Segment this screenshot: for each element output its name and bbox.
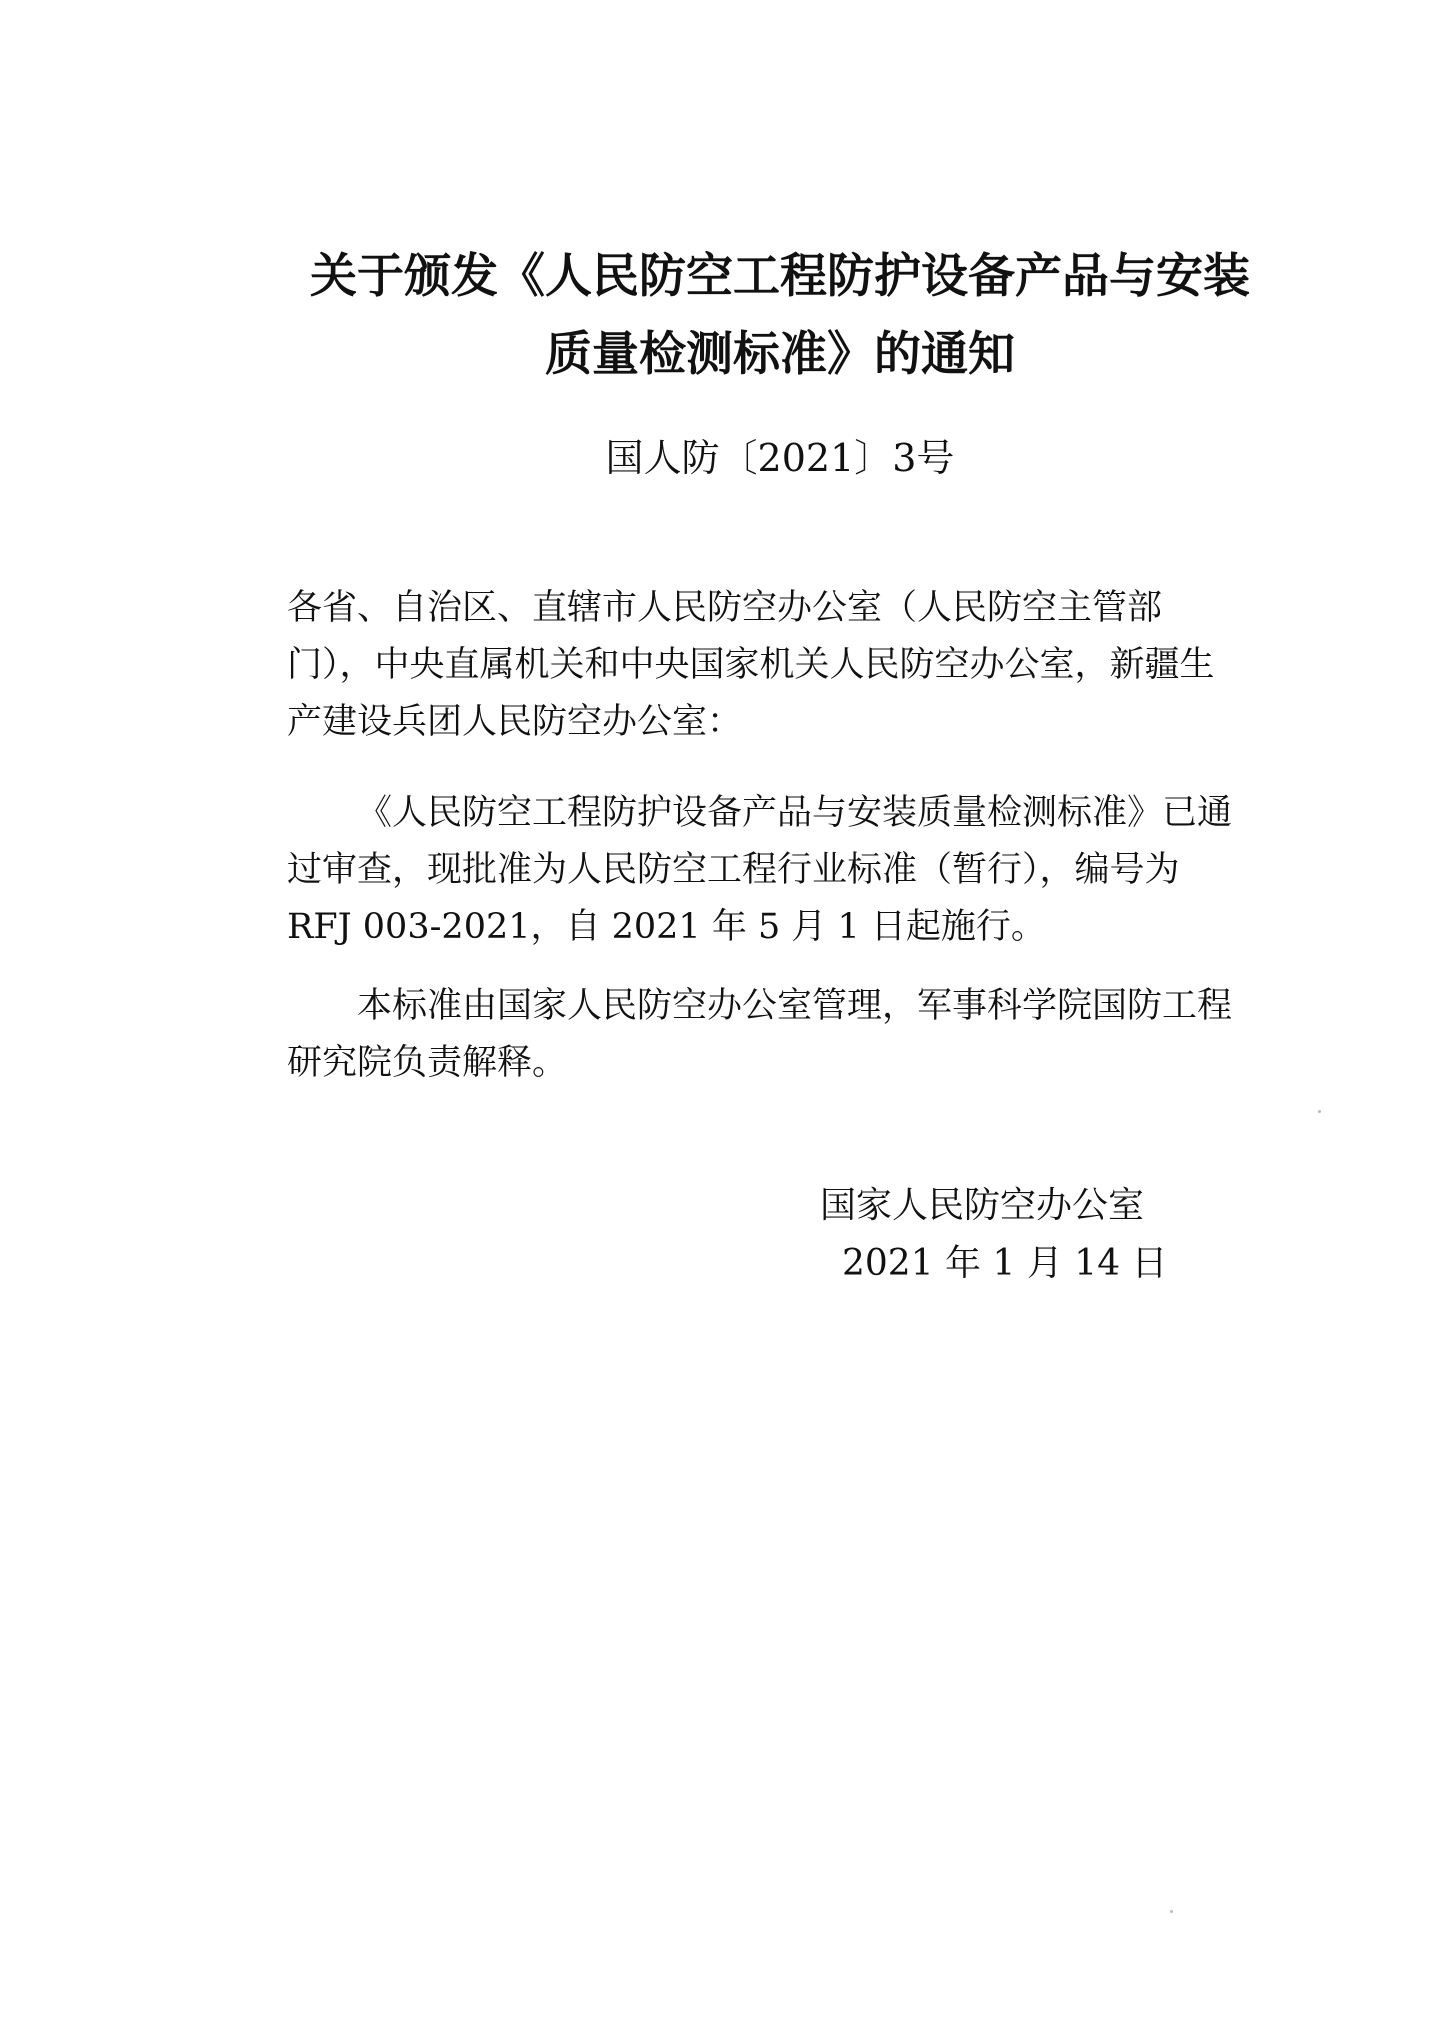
scan-speck bbox=[1170, 1910, 1173, 1913]
signature-issuer: 国家人民防空办公室 bbox=[820, 1185, 1145, 1226]
recipients-line-2: 门），中央直属机关和中央国家机关人民防空办公室，新疆生 bbox=[287, 645, 1215, 685]
signature-block bbox=[820, 1177, 1220, 1293]
scan-speck bbox=[1318, 1110, 1321, 1113]
signature-date: 2021 年 1 月 14 日 bbox=[842, 1243, 1168, 1284]
approval-line-1: 《人民防空工程防护设备产品与安装质量检测标准》已通 bbox=[357, 793, 1233, 833]
title-line-1: 关于颁发《人民防空工程防护设备产品与安装 bbox=[310, 249, 1250, 304]
title-line-2: 质量检测标准》的通知 bbox=[545, 327, 1015, 382]
approval-line-3: RFJ 003-2021，自 2021 年 5 月 1 日起施行。 bbox=[287, 907, 1046, 947]
approval-line-2: 过审查，现批准为人民防空工程行业标准（暂行），编号为 bbox=[287, 850, 1180, 890]
document-number: 国人防〔2021〕3号 bbox=[605, 436, 955, 480]
document-title bbox=[260, 238, 1300, 394]
management-line-1: 本标准由国家人民防空办公室管理，军事科学院国防工程 bbox=[357, 986, 1233, 1026]
recipients-line-1: 各省、自治区、直辖市人民防空办公室（人民防空主管部 bbox=[287, 588, 1163, 628]
approval-paragraph bbox=[287, 785, 1287, 956]
management-paragraph bbox=[287, 978, 1287, 1092]
management-line-2: 研究院负责解释。 bbox=[287, 1043, 568, 1083]
recipients-line-3: 产建设兵团人民防空办公室： bbox=[287, 702, 743, 742]
recipients-paragraph bbox=[287, 580, 1287, 751]
